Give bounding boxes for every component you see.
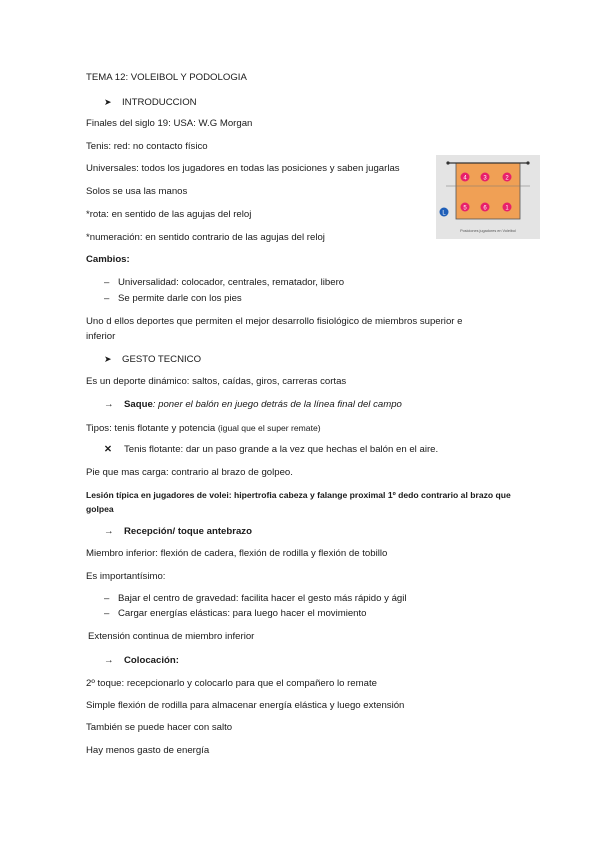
lesion-line: Lesión típica en jugadores de volei: hipertrofia cabeza y falange proximal 1º dedo contrario al brazo que bbox=[86, 490, 511, 500]
paragraph: *rota: en sentido de las agujas del reloj bbox=[86, 209, 252, 220]
heading-gesto-tecnico: ➤ GESTO TECNICO bbox=[104, 354, 202, 365]
dash-bullet-icon: – bbox=[104, 277, 110, 288]
dash-bullet-icon: – bbox=[104, 608, 110, 619]
paragraph: También se puede hacer con salto bbox=[86, 722, 233, 733]
paragraph: Es importantísimo: bbox=[86, 571, 166, 582]
dash-bullet-icon: – bbox=[104, 293, 110, 304]
player-4 bbox=[461, 173, 470, 182]
svg-text:4: 4 bbox=[463, 175, 467, 182]
net-post-right bbox=[526, 161, 529, 164]
doc-title: TEMA 12: VOLEIBOL Y PODOLOGIA bbox=[86, 72, 247, 83]
cross-bullet-icon: ✕ bbox=[104, 444, 113, 455]
svg-text:1: 1 bbox=[505, 205, 509, 212]
arrowhead-bullet-icon: ➤ bbox=[104, 354, 112, 364]
heading-introduccion: ➤ INTRODUCCION bbox=[104, 97, 197, 108]
court-diagram bbox=[436, 155, 540, 239]
svg-text:3: 3 bbox=[483, 175, 487, 182]
svg-text:6: 6 bbox=[483, 205, 487, 212]
list-item: – Bajar el centro de gravedad: facilita hacer el gesto más rápido y ágil bbox=[104, 593, 407, 604]
court-svg bbox=[436, 155, 540, 239]
player-5 bbox=[461, 203, 470, 212]
svg-text:5: 5 bbox=[463, 205, 467, 212]
saque-item: → Saque: poner el balón en juego detrás de la línea final del campo bbox=[104, 399, 402, 410]
list-item: – Cargar energías elásticas: para luego hacer el movimiento bbox=[104, 608, 367, 619]
list-item: – Universalidad: colocador, centrales, rematador, libero bbox=[104, 277, 345, 288]
paragraph: Hay menos gasto de energía bbox=[86, 745, 210, 756]
paragraph: Extensión continua de miembro inferior bbox=[88, 631, 255, 642]
paragraph: 2º toque: recepcionarlo y colocarlo para que el compañero lo remate bbox=[86, 678, 377, 689]
svg-text:2: 2 bbox=[505, 175, 509, 182]
net-post-left bbox=[446, 161, 449, 164]
lesion-line: golpea bbox=[86, 504, 114, 514]
paragraph: Finales del siglo 19: USA: W.G Morgan bbox=[86, 118, 253, 129]
paragraph: inferior bbox=[86, 331, 116, 342]
arrowhead-bullet-icon: ➤ bbox=[104, 97, 112, 107]
dash-bullet-icon: – bbox=[104, 593, 110, 604]
player-3 bbox=[481, 173, 490, 182]
tipos-line: Tipos: tenis flotante y potencia (igual que el super remate) bbox=[86, 423, 321, 434]
cambios-heading: Cambios: bbox=[86, 254, 130, 265]
player-6 bbox=[481, 203, 490, 212]
paragraph: Simple flexión de rodilla para almacenar energía elástica y luego extensión bbox=[86, 700, 405, 711]
right-arrow-icon: → bbox=[104, 655, 114, 666]
paragraph: Tenis: red: no contacto físico bbox=[86, 141, 208, 152]
paragraph: Solos se usa las manos bbox=[86, 186, 188, 197]
paragraph: *numeración: en sentido contrario de las agujas del reloj bbox=[86, 232, 325, 243]
paragraph: Es un deporte dinámico: saltos, caídas, giros, carreras cortas bbox=[86, 376, 347, 387]
player-1 bbox=[503, 203, 512, 212]
paragraph: Universales: todos los jugadores en todas las posiciones y saben jugarlas bbox=[86, 163, 400, 174]
paragraph: Uno d ellos deportes que permiten el mejor desarrollo fisiológico de miembros superior e bbox=[86, 316, 463, 327]
list-item: – Se permite darle con los pies bbox=[104, 293, 242, 304]
libero bbox=[440, 208, 449, 217]
paragraph: Miembro inferior: flexión de cadera, flexión de rodilla y flexión de tobillo bbox=[86, 548, 388, 559]
flotante-item: ✕ Tenis flotante: dar un paso grande a la vez que hechas el balón en el aire. bbox=[104, 444, 439, 455]
right-arrow-icon: → bbox=[104, 399, 114, 410]
svg-text:L: L bbox=[442, 210, 446, 217]
recepcion-heading: → Recepción/ toque antebrazo bbox=[104, 526, 252, 537]
court-caption: Posiciones jugadores en Voleibol bbox=[460, 229, 516, 233]
colocacion-heading: → Colocación: bbox=[104, 655, 179, 666]
right-arrow-icon: → bbox=[104, 526, 114, 537]
player-2 bbox=[503, 173, 512, 182]
paragraph: Pie que mas carga: contrario al brazo de golpeo. bbox=[86, 467, 293, 478]
